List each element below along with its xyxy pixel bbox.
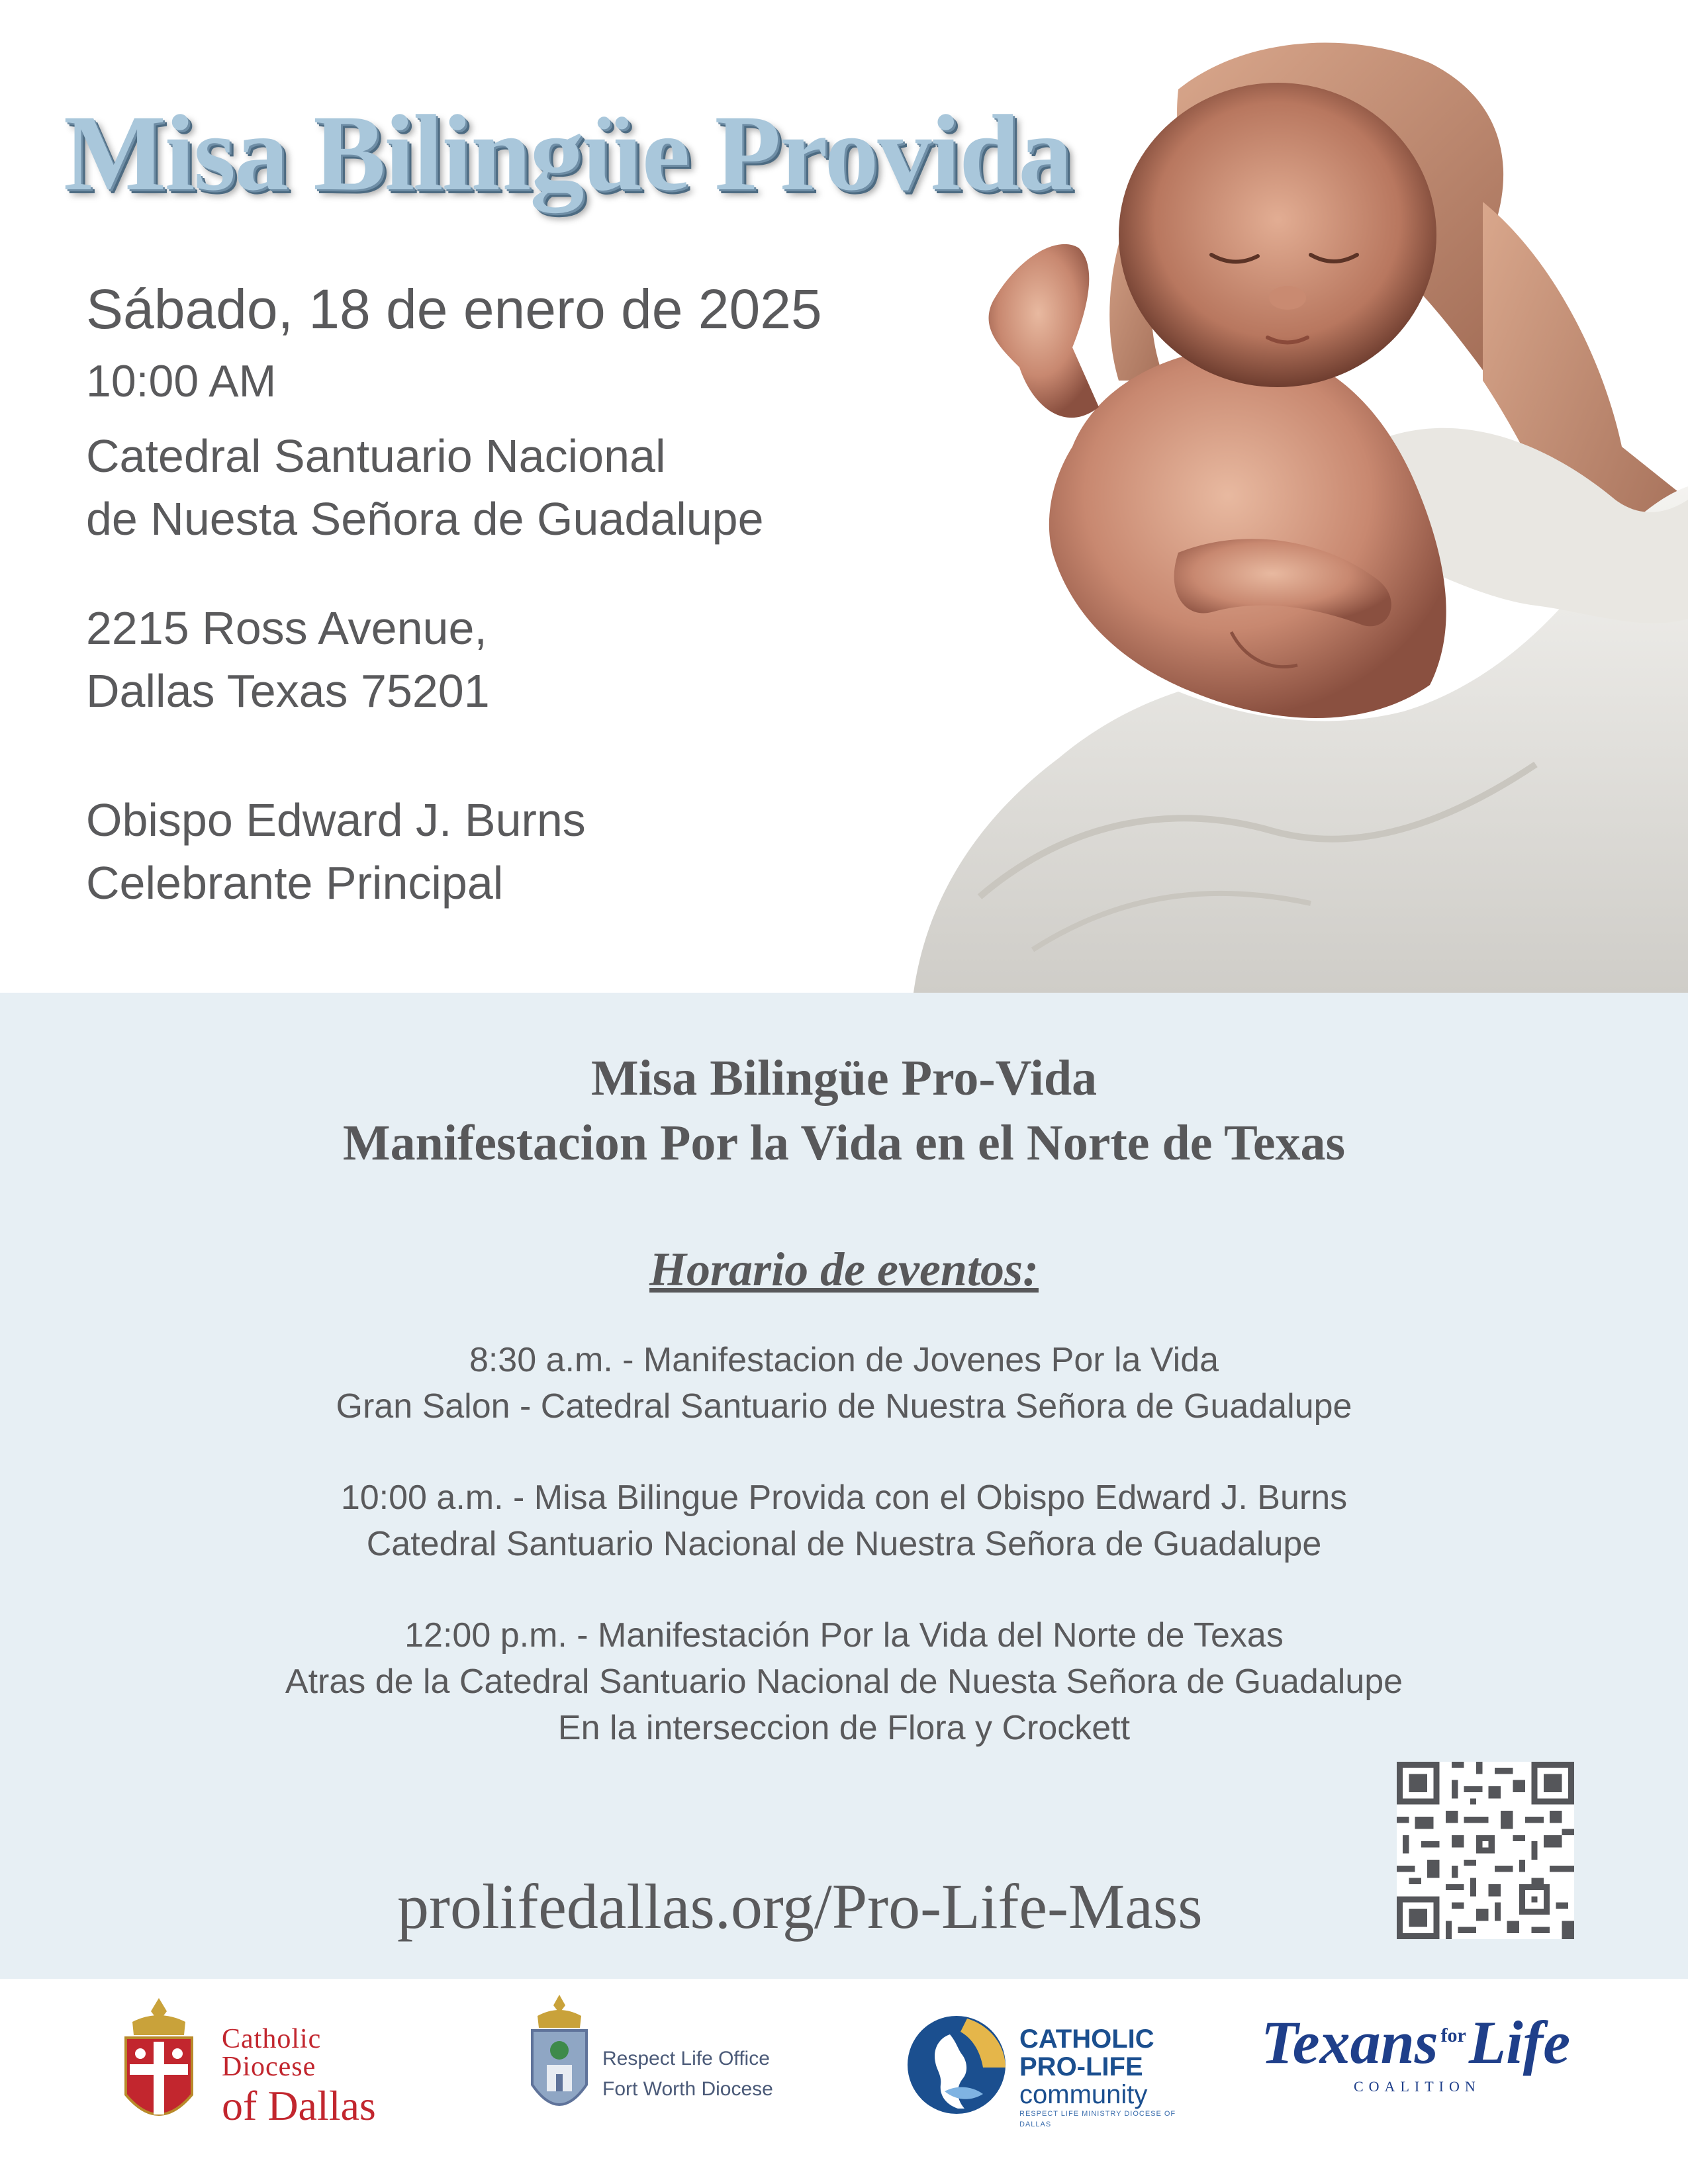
logo-tagline: COALITION [1354, 2078, 1481, 2095]
texans-for-life-wordmark [1261, 2009, 1571, 2076]
respect-life-wordmark [602, 2044, 773, 2105]
schedule-event [0, 1612, 1688, 1751]
event-celebrant [86, 789, 586, 915]
newborn-photo [900, 36, 1688, 993]
logo-tagline: RESPECT LIFE MINISTRY DIOCESE OF DALLAS [1019, 2110, 1176, 2128]
logo-text-line-1: CATHOLIC [1019, 2025, 1154, 2054]
schedule-title: Horario de eventos: [649, 1243, 1039, 1296]
logo-text-line-1: Catholic Diocese [222, 2024, 322, 2082]
event-location-text: Catedral Santuario Nacional de Nuestra Señora de Guadalupe [366, 1525, 1322, 1563]
logo-text-line-1: Texans [1261, 2009, 1438, 2076]
event-intersection-text: En la interseccion de Flora y Crockett [557, 1709, 1131, 1747]
diocese-dallas-wordmark [222, 2025, 417, 2127]
event-time-title: 8:30 a.m. - Manifestacion de Jovenes Por la Vida [469, 1341, 1219, 1379]
location-line-1: Catedral Santuario Nacional [86, 430, 666, 482]
schedule-heading-2: Manifestacion Por la Vida en el Norte de Texas [342, 1115, 1346, 1171]
logo-text-line-1: Respect Life Office [602, 2048, 770, 2070]
celebrant-name: Obispo Edward J. Burns [86, 794, 586, 846]
schedule-event [0, 1337, 1688, 1430]
schedule-event [0, 1475, 1688, 1567]
catholic-pro-life-community-logo [904, 1979, 1182, 2184]
location-line-2: de Nuesta Señora de Guadalupe [86, 493, 764, 545]
address-line-2: Dallas Texas 75201 [86, 665, 490, 717]
fort-worth-crest-icon [523, 1992, 596, 2131]
logo-text-line-2: Fort Worth Diocese [602, 2078, 773, 2100]
event-location-text: Gran Salon - Catedral Santuario de Nuestra Señora de Guadalupe [336, 1387, 1352, 1426]
celebrant-role: Celebrante Principal [86, 857, 504, 909]
catholic-diocese-dallas-logo [106, 1979, 417, 2184]
event-time: 10:00 AM [86, 356, 277, 406]
logo-text-line-3: Life [1468, 2009, 1571, 2076]
schedule-heading-1: Misa Bilingüe Pro-Vida [590, 1050, 1098, 1106]
sponsor-logos [0, 1979, 1688, 2184]
address-line-1: 2215 Ross Avenue, [86, 602, 487, 654]
website-url[interactable]: prolifedallas.org/Pro-Life-Mass [397, 1871, 1203, 1942]
logo-text-line-2: PRO-LIFE [1019, 2052, 1143, 2081]
poster-title: Misa Bilingüe Provida [64, 93, 1072, 213]
mother-child-profile-icon [904, 2012, 1009, 2118]
logo-text-line-3: community [1019, 2080, 1148, 2109]
logo-text-line-2: of Dallas [222, 2082, 376, 2129]
texans-for-life-logo [1261, 1979, 1605, 2184]
schedule-band [0, 993, 1688, 1979]
event-date: Sábado, 18 de enero de 2025 [86, 278, 822, 340]
respect-life-office-logo [523, 1979, 801, 2184]
event-location [86, 425, 764, 551]
event-location-text: Atras de la Catedral Santuario Nacional de Nuesta Señora de Guadalupe [285, 1662, 1403, 1701]
diocese-crest-icon [106, 1995, 212, 2141]
event-time-title: 10:00 a.m. - Misa Bilingue Provida con el Obispo Edward J. Burns [340, 1479, 1348, 1517]
event-time-title: 12:00 p.m. - Manifestación Por la Vida del Norte de Texas [404, 1616, 1284, 1655]
pro-life-community-wordmark [1019, 2025, 1182, 2130]
event-address [86, 597, 490, 723]
logo-text-line-2: for [1440, 2025, 1466, 2047]
qr-code-icon[interactable] [1397, 1762, 1574, 1939]
